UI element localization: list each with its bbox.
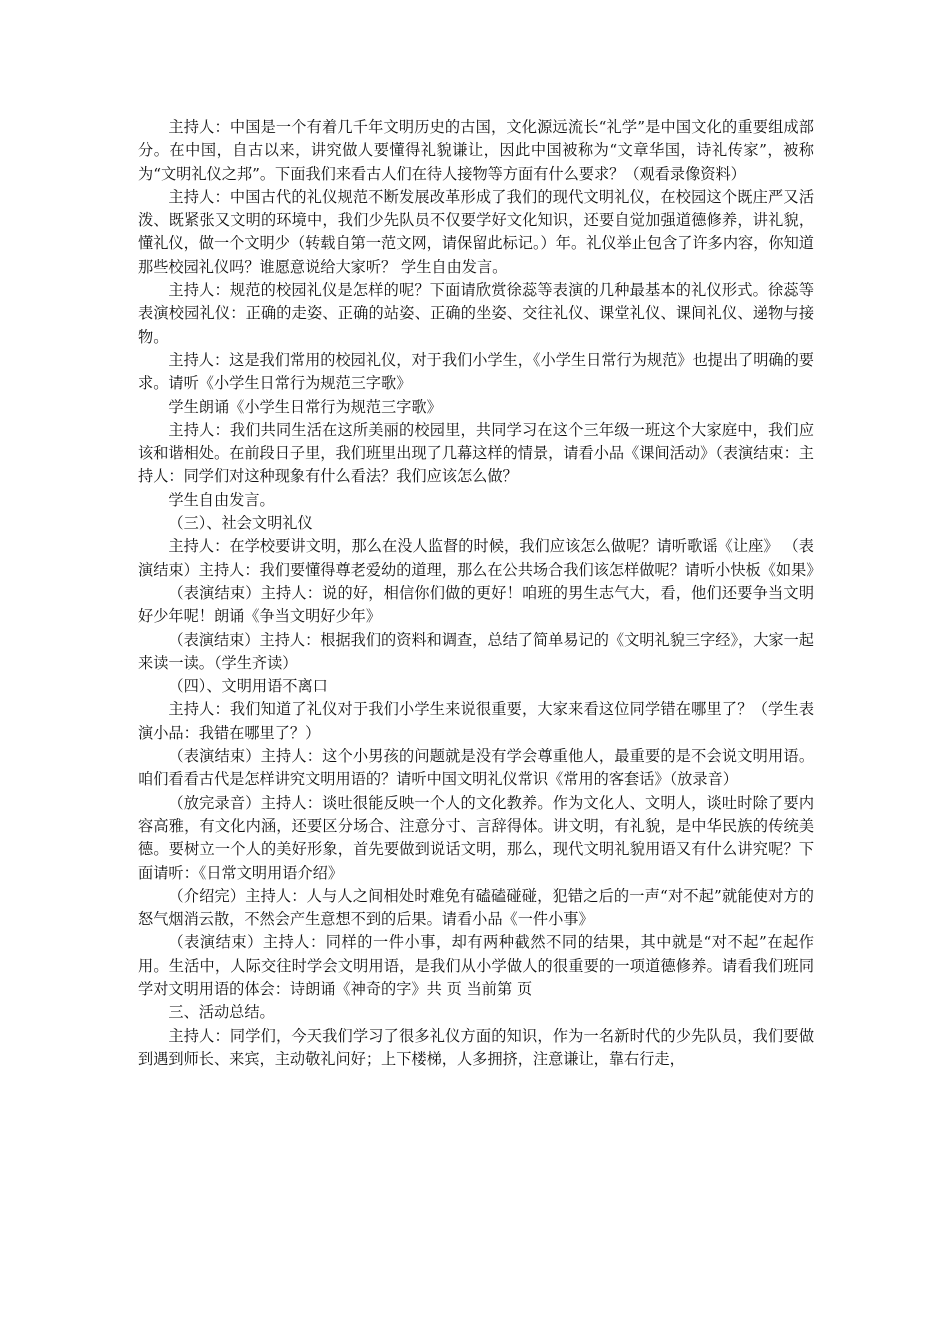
paragraph-closing: 主持人：同学们，今天我们学习了很多礼仪方面的知识，作为一名新时代的少先队员，我们要做到遇到师长、来宾，主动敬礼问好；上下楼梯，人多拥挤，注意谦让，靠右行走， <box>138 1026 814 1068</box>
paragraph-recitation: 学生朗诵《小学生日常行为规范三字歌》 <box>168 397 442 416</box>
paragraph-host-intro: 主持人：中国是一个有着几千年文明历史的古国，文化源远流长“礼学”是中国文化的重要组成部分。在中国，自古以来，讲究做人要懂得礼貌谦让，因此中国被称为“文章华国，诗礼传家”，被称为“文明礼仪之邦”。下面我们来看古人们在待人接物等方面有什么要求？（观看录像资料） <box>138 118 814 183</box>
section-heading-polite-language: （四）、文明用语不离口 <box>168 677 328 696</box>
paragraph-modern-etiquette: 主持人：中国古代的礼仪规范不断发展改革形成了我们的现代文明礼仪，在校园这个既庄严又活泼、既紧张又文明的环境中，我们少先队员不仅要学好文化知识，还要自觉加强道德修养，讲礼貌，懂礼仪，做一个文明少（转载自第一范文网，请保留此标记。）年。礼仪举止包含了许多内容，你知道那些校园礼仪吗？谁愿意说给大家听？ 学生自由发言。 <box>138 187 814 276</box>
paragraph-speech-manners: （放完录音）主持人：谈吐很能反映一个人的文化教养。作为文化人、文明人，谈吐时除了要内容高雅，有文化内涵，还要区分场合、注意分寸、言辞得体。讲文明，有礼貌，是中华民族的传统美德。要树立一个人的美好形象，首先要做到说话文明，那么，现代文明礼貌用语又有什么讲究呢？下面请听：《日常文明用语介绍》 <box>138 793 814 882</box>
paragraph-give-seat: 主持人：在学校要讲文明，那么在没人监督的时候，我们应该怎么做呢？请听歌谣《让座》 （表演结束）主持人：我们要懂得尊老爱幼的道理，那么在公共场合我们该怎样做呢？请听小快板《如果》 <box>138 537 822 579</box>
paragraph-good-youth: （表演结束）主持人：说的好，相信你们做的更好！咱班的男生志气大，看，他们还要争当文明好少年呢！朗诵《争当文明好少年》 <box>138 583 814 626</box>
paragraph-courtesy-phrases: （表演结束）主持人：这个小男孩的问题就是没有学会尊重他人，最重要的是不会说文明用语。咱们看看古代是怎样讲究文明用语的？请听中国文明礼仪常识《常用的客套话》（放录音） <box>138 747 814 789</box>
paragraph-campus-etiquette: 主持人：规范的校园礼仪是怎样的呢？下面请欣赏徐蕊等表演的几种最基本的礼仪形式。徐蕊等表演校园礼仪：正确的走姿、正确的站姿、正确的坐姿、交往礼仪、课堂礼仪、课间礼仪、递物与接物。 <box>138 281 814 346</box>
paragraph-student-code: 主持人：这是我们常用的校园礼仪，对于我们小学生，《小学生日常行为规范》也提出了明确的要求。请听《小学生日常行为规范三字歌》 <box>138 350 814 393</box>
paragraph-classroom-skit: 主持人：我们共同生活在这所美丽的校园里，共同学习在这个三年级一班这个大家庭中，我们应该和谐相处。在前段日子里，我们班里出现了几幕这样的情景，请看小品《课间活动》（表演结束：主持人：同学们对这种现象有什么看法？我们应该怎么做？ <box>138 420 814 486</box>
paragraph-three-character-classic: （表演结束）主持人：根据我们的资料和调查，总结了简单易记的《文明礼貌三字经》，大家一起来读一读。（学生齐读） <box>138 630 814 672</box>
section-heading-social-etiquette: （三）、社会文明礼仪 <box>168 514 313 533</box>
paragraph-free-speech: 学生自由发言。 <box>168 490 275 509</box>
section-heading-summary: 三、活动总结。 <box>168 1003 275 1022</box>
paragraph-sorry: （介绍完）主持人：人与人之间相处时难免有磕磕碰碰，犯错之后的一声“对不起”就能使对方的怒气烟消云散，不然会产生意想不到的后果。请看小品《一件小事》 <box>138 886 814 929</box>
document-body <box>138 116 822 1071</box>
paragraph-magic-words: （表演结束）主持人：同样的一件小事，却有两种截然不同的结果，其中就是“对不起”在起作用。生活中，人际交往时学会文明用语，是我们从小学做人的很重要的一项道德修养。请看我们班同学对文明用语的体会：诗朗诵《神奇的字》共 页 当前第 页 <box>138 933 814 998</box>
paragraph-what-went-wrong: 主持人：我们知道了礼仪对于我们小学生来说很重要，大家来看这位同学错在哪里了？（学生表演小品：我错在哪里了？） <box>138 700 814 742</box>
